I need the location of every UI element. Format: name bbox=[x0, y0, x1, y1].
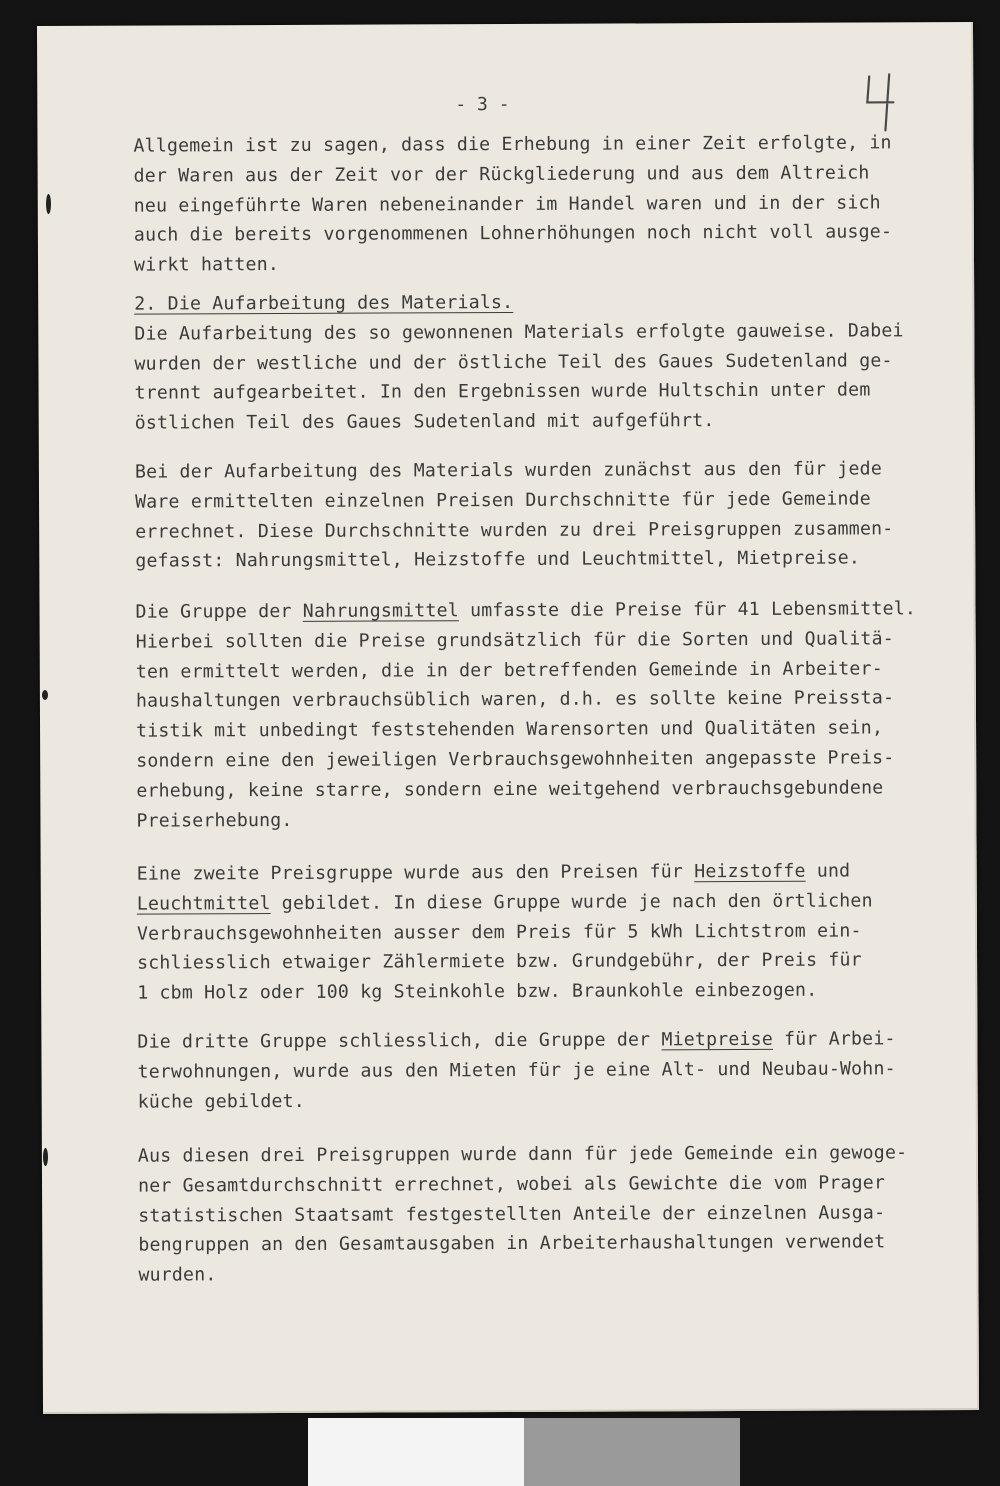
underlined-term: Mietpreise bbox=[661, 1028, 773, 1051]
text-line: Aus diesen drei Preisgruppen wurde dann für jede Gemeinde ein gewoge- bbox=[137, 1142, 908, 1167]
text-line: trennt aufgearbeitet. In den Ergebnissen wurde Hultschin unter dem bbox=[134, 379, 871, 405]
text-line: haushaltungen verbrauchsüblich waren, d.h. es sollte keine Preissta- bbox=[135, 687, 895, 713]
text-line: statistischen Staatsamt festgestellten Anteile der einzelnen Ausga- bbox=[138, 1201, 886, 1227]
scan-calibration-strip-gray bbox=[524, 1418, 740, 1486]
text-line: der Waren aus der Zeit vor der Rückgliederung und aus dem Altreich bbox=[133, 162, 870, 187]
text-line: küche gebildet. bbox=[137, 1090, 305, 1113]
text-line: schliesslich etwaiger Zählermiete bzw. Grundgebühr, der Preis für bbox=[137, 949, 862, 975]
text-line: terwohnungen, wurde aus den Mieten für je eine Alt- und Neubau-Wohn- bbox=[137, 1058, 896, 1083]
text-line: Preiserhebung. bbox=[136, 809, 293, 832]
text-line: Hierbei sollten die Preise grundsätzlich für die Sorten und Qualitä- bbox=[135, 628, 894, 653]
text-line: östlichen Teil des Gaues Sudetenland mit aufgeführt. bbox=[134, 410, 715, 434]
text-line: wirkt hatten. bbox=[133, 254, 280, 276]
section-aufarbeitung bbox=[134, 286, 955, 439]
text-line: auch die bereits vorgenommenen Lohnerhöhungen noch nicht voll ausge- bbox=[133, 221, 893, 247]
text-line: ten ermittelt werden, die in der betreffenden Gemeinde in Arbeiter- bbox=[135, 657, 883, 683]
text-segment: und bbox=[805, 860, 851, 882]
text-segment: Die dritte Gruppe schliesslich, die Gruppe der bbox=[137, 1029, 662, 1053]
underlined-term: Nahrungsmittel bbox=[302, 600, 459, 622]
text-line: Ware ermittelten einzelnen Preisen Durchschnitte für jede Gemeinde bbox=[135, 488, 871, 513]
binding-mark bbox=[42, 690, 48, 700]
paragraph-mietpreise bbox=[137, 1024, 957, 1117]
text-line: gefasst: Nahrungsmittel, Heizstoffe und Leuchtmittel, Mietpreise. bbox=[135, 547, 861, 573]
scan-calibration-strip-white bbox=[308, 1418, 524, 1486]
text-segment: gebildet. In diese Gruppe wurde je nach den örtlichen bbox=[270, 890, 873, 914]
binding-mark bbox=[43, 1148, 48, 1166]
binding-mark bbox=[46, 194, 51, 214]
text-line: 1 cbm Holz oder 100 kg Steinkohle bzw. Braunkohle einbezogen. bbox=[137, 979, 818, 1004]
page-number: - 3 - bbox=[455, 93, 510, 116]
handwritten-page-mark bbox=[863, 72, 903, 132]
text-line: wurden. bbox=[138, 1264, 217, 1286]
paragraph-general bbox=[133, 128, 954, 281]
text-line: ner Gesamtdurchschnitt errechnet, wobei als Gewichte die vom Prager bbox=[137, 1172, 886, 1197]
text-line bbox=[135, 594, 955, 627]
text-segment: umfasste die Preise für 41 Lebensmittel. bbox=[458, 598, 917, 622]
paragraph-nahrungsmittel bbox=[135, 594, 956, 836]
text-line: neu eingeführte Waren nebeneinander im Handel waren und in der sich bbox=[133, 191, 881, 217]
text-line: Verbrauchsgewohnheiten ausser dem Preis für 5 kWh Lichtstrom ein- bbox=[136, 920, 862, 945]
text-line bbox=[137, 886, 957, 919]
text-line bbox=[137, 1024, 957, 1057]
text-line: bengruppen an den Gesamtausgaben in Arbeiterhaushaltungen verwendet bbox=[138, 1231, 886, 1257]
text-segment: für Arbei- bbox=[772, 1028, 896, 1050]
text-line: Die Aufarbeitung des so gewonnenen Materials erfolgte gauweise. Dabei bbox=[134, 320, 904, 345]
text-line: Bei der Aufarbeitung des Materials wurden zunächst aus den für jede bbox=[134, 458, 883, 483]
paragraph-averages bbox=[135, 454, 956, 577]
text-line: sondern eine den jeweiligen Verbrauchsgewohnheiten angepasste Preis- bbox=[136, 747, 895, 772]
text-line: erhebung, keine starre, sondern eine weitgehend verbrauchsgebundene bbox=[136, 777, 884, 802]
text-segment: Die Gruppe der bbox=[135, 600, 303, 623]
text-line: Allgemein ist zu sagen, dass die Erhebung in einer Zeit erfolgte, in bbox=[133, 132, 892, 157]
text-line bbox=[137, 856, 957, 889]
text-segment: Eine zweite Preisgruppe wurde aus den Preisen für bbox=[136, 861, 695, 885]
paragraph-heizstoffe bbox=[137, 856, 958, 1009]
underlined-term: Leuchtmittel bbox=[136, 892, 271, 915]
document-page bbox=[37, 22, 979, 1414]
text-line: tistik mit unbedingt feststehenden Warensorten und Qualitäten sein, bbox=[136, 717, 884, 742]
underlined-term: Heizstoffe bbox=[694, 860, 806, 883]
paragraph-gesamtdurchschnitt bbox=[138, 1138, 959, 1291]
text-line: errechnet. Diese Durchschnitte wurden zu drei Preisgruppen zusammen- bbox=[135, 517, 894, 543]
section-heading: 2. Die Aufarbeitung des Materials. bbox=[134, 291, 514, 315]
text-line: wurden der westliche und der östliche Teil des Gaues Sudetenland ge- bbox=[134, 349, 893, 375]
